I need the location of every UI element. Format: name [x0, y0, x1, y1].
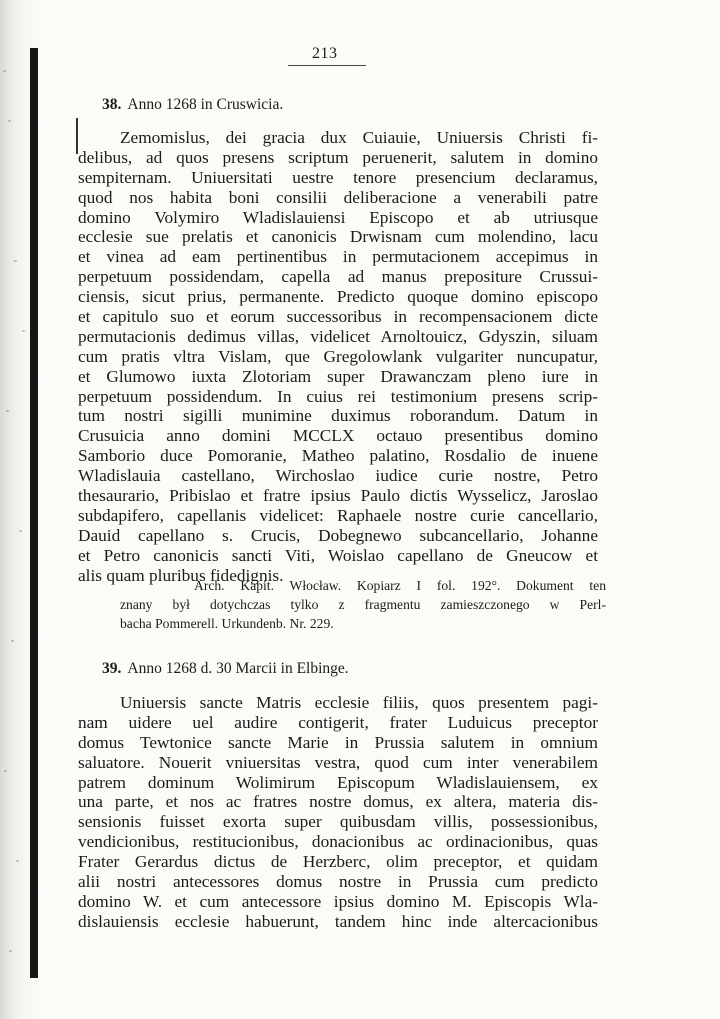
scan-speckle [14, 260, 17, 262]
text-line: ciensis, sicut prius, permanente. Predicto quoque domino episcopo [78, 287, 598, 307]
scan-binding-shadow [30, 48, 38, 978]
note-line: bacha Pommerell. Urkundenb. Nr. 229. [120, 616, 334, 631]
document-number: 39. [102, 660, 122, 677]
text-line: perpetuum possidendum. In cuius rei testimonium presens scrip- [78, 386, 598, 406]
text-line: Zemomislus, dei gracia dux Cuiauie, Uniuersis Christi fi- [120, 128, 598, 147]
text-line: tum nostri sigilli munimine duximus roborandum. Datum in [78, 406, 598, 426]
scan-speckle [22, 330, 25, 332]
text-line: et capitulo suo et eorum successoribus in recompensacionem dicte [78, 307, 598, 327]
scan-speckle [8, 120, 11, 122]
text-line: alii nostri antecessores domus nostre in Prussia cum predicto [78, 872, 598, 892]
document-38-heading [102, 96, 283, 114]
text-line: Samborio duce Pomoranie, Matheo palatino, Rosdalio de inuene [78, 446, 598, 466]
text-line: Frater Gerardus dictus de Herzberc, olim preceptor, et quidam [78, 852, 598, 872]
text-line: et vinea ad eam pertinentibus in permutacionem accepimus in [78, 247, 598, 267]
note-line: znany był dotychczas tylko z fragmentu zamieszczonego w Perl- [120, 597, 606, 612]
text-line: et Petro canonicis sancti Viti, Woislao capellano de Gneucow et [78, 545, 598, 565]
scan-speckle [6, 410, 9, 412]
text-line: alis quam pluribus fidedignis. [78, 565, 284, 585]
text-line: una parte, et nos ac fratres nostre domus, ex altera, materia dis- [78, 792, 598, 812]
scan-speckle [16, 860, 19, 862]
text-line: Wladislauia castellano, Wirchoslao iudice curie nostre, Petro [78, 466, 598, 486]
document-39-body [78, 693, 598, 932]
text-line: vendicionibus, restitucionibus, donacionibus ac ordinacionibus, quas [78, 832, 598, 852]
text-line: nam uidere uel audire contigerit, frater Luduicus preceptor [78, 712, 598, 732]
scan-binding-edge [0, 0, 46, 1019]
text-line: Crusuicia anno domini MCCLX octauo presentibus domino [78, 426, 598, 446]
note-line: Arch. Kapit. Włocław. Kopiarz I fol. 192°. Dokument ten [194, 578, 606, 593]
text-line: ecclesie sue prelatis et canonicis Drwisnam cum molendino, lacu [78, 227, 598, 247]
scan-speckle [3, 70, 6, 72]
document-number: 38. [102, 96, 122, 113]
text-line: et Glumowo iuxta Zlotoriam super Drawanczam pleno iure in [78, 366, 598, 386]
source-note [120, 576, 606, 633]
text-line: delibus, ad quos presens scriptum peruenerit, salutem in domino [78, 147, 598, 167]
text-line: subdapifero, capellanis videlicet: Raphaele nostre curie cancellario, [78, 505, 598, 525]
text-line: domino Volymiro Wladislauiensi Episcopo et ab utriusque [78, 207, 598, 227]
text-line: quod nos habita boni consilii deliberacione a venerabili patre [78, 187, 598, 207]
scan-speckle [11, 640, 14, 642]
text-line: perpetuum possidendam, capella ad manus prepositure Crussui- [78, 267, 598, 287]
text-line: patrem dominum Wolimirum Episcopum Wladislauiensem, ex [78, 772, 598, 792]
document-heading: Anno 1268 d. 30 Marcii in Elbinge. [127, 660, 349, 677]
document-38-body [78, 128, 598, 585]
text-line: saluatore. Nouerit vniuersitas vestra, quod cum inter venerabilem [78, 752, 598, 772]
page-number-rule [288, 65, 366, 66]
text-line: sempiternam. Uniuersitati uestre tenore presencium declaramus, [78, 167, 598, 187]
document-heading: Anno 1268 in Cruswicia. [127, 96, 284, 113]
text-line: cum pratis vltra Vislam, que Gregolowlank vulgariter nuncupatur, [78, 346, 598, 366]
scan-speckle [4, 770, 7, 772]
page-number: 213 [312, 45, 338, 62]
text-line: sensionis fuisset exorta super quibusdam villis, possessionibus, [78, 812, 598, 832]
document-39-heading [102, 660, 349, 678]
text-line: thesaurario, Pribislao et fratre ipsius Paulo dictis Wysselicz, Jaroslao [78, 486, 598, 506]
text-line: permutacionis dedimus villas, videlicet Arnoltouicz, Gdyszin, siluam [78, 326, 598, 346]
text-line: dislauiensis ecclesie habuerunt, tandem hinc inde altercacionibus [78, 911, 598, 931]
text-line: Dauid capellano s. Crucis, Dobegnewo subcancellario, Johanne [78, 525, 598, 545]
text-line: domino W. et cum antecessore ipsius domino M. Episcopis Wla- [78, 891, 598, 911]
scan-speckle [9, 950, 12, 952]
scan-speckle [19, 530, 22, 532]
text-line: Uniuersis sancte Matris ecclesie filiis, quos presentem pagi- [120, 693, 598, 712]
text-line: domus Tewtonice sancte Marie in Prussia salutem in omnium [78, 732, 598, 752]
